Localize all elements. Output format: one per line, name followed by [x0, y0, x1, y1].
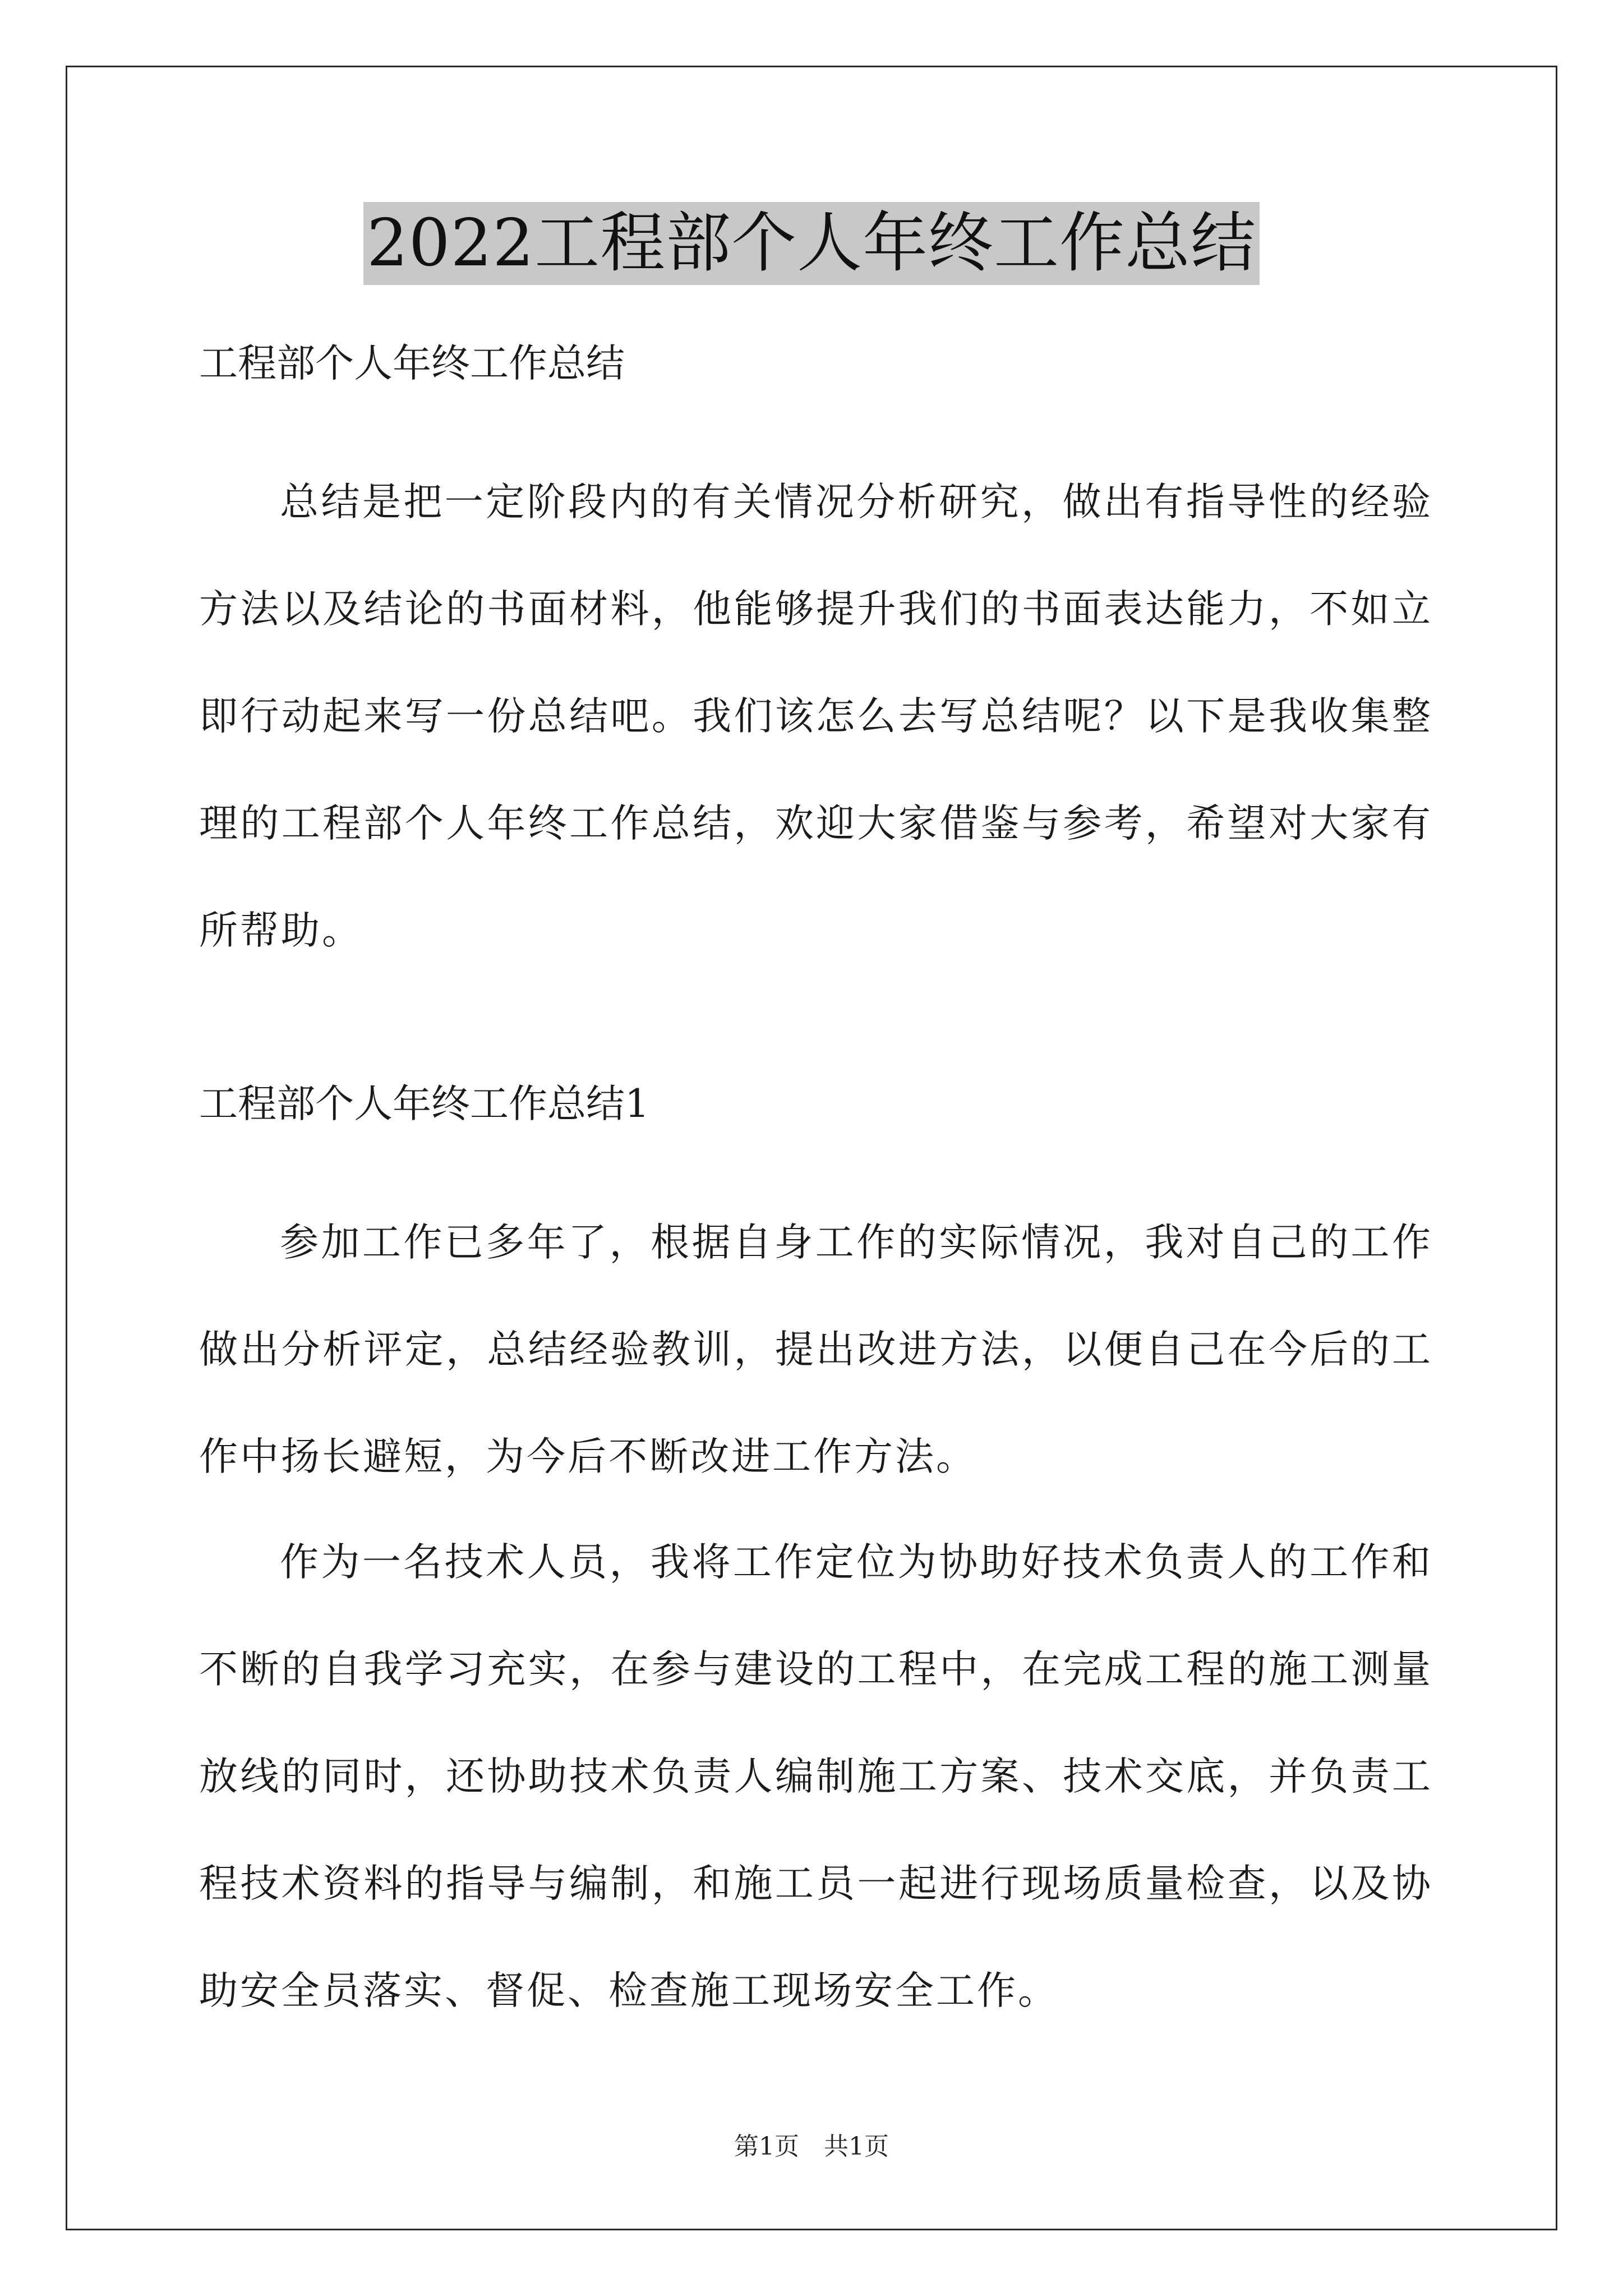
- section-1-paragraph-2: 作为一名技术人员，我将工作定位为协助好技术负责人的工作和不断的自我学习充实，在参与建设的工程中，在完成工程的施工测量放线的同时，还协助技术负责人编制施工方案、技术交底，并负责工程技术资料的指导与编制，和施工员一起进行现场质量检查，以及协助安全员落实、督促、检查施工现场安全工作。: [199, 1540, 1433, 2013]
- section-1-paragraph-1: 参加工作已多年了，根据自身工作的实际情况，我对自己的工作做出分析评定，总结经验教训，提出改进方法，以便自己在今后的工作中扬长避短，为今后不断改进工作方法。: [199, 1220, 1433, 1479]
- document-title: 2022工程部个人年终工作总结: [363, 202, 1260, 285]
- title-container: [0, 202, 1623, 285]
- page-footer: 第1页 共1页: [734, 2132, 889, 2161]
- section-heading-intro: 工程部个人年终工作总结: [199, 341, 625, 386]
- intro-paragraph: 总结是把一定阶段内的有关情况分析研究，做出有指导性的经验方法以及结论的书面材料，他能够提升我们的书面表达能力，不如立即行动起来写一份总结吧。我们该怎么去写总结呢？以下是我收集整理的工程部个人年终工作总结，欢迎大家借鉴与参考，希望对大家有所帮助。: [199, 480, 1433, 953]
- section-heading-1: 工程部个人年终工作总结1: [199, 1082, 649, 1126]
